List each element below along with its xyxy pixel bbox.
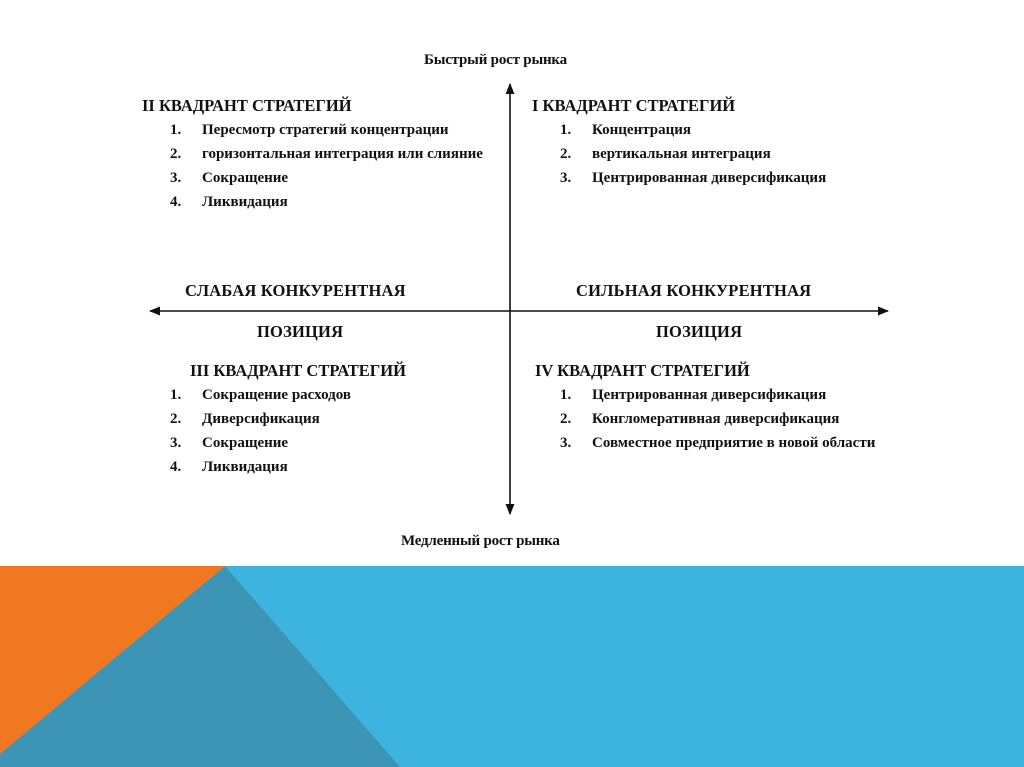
- axis-label-slow-growth: Медленный рост рынка: [401, 533, 560, 549]
- list-item: 2. Диверсификация: [170, 411, 320, 427]
- axis-label-strong-line1: СИЛЬНАЯ КОНКУРЕНТНАЯ: [576, 281, 812, 300]
- list-item: 3. Центрированная диверсификация: [560, 170, 827, 186]
- axis-label-weak-line2: ПОЗИЦИЯ: [257, 322, 344, 341]
- list-item: 4. Ликвидация: [170, 194, 288, 210]
- quadrant-4-title: IV КВАДРАНТ СТРАТЕГИЙ: [535, 361, 750, 380]
- list-item: 2. горизонтальная интеграция или слияние: [170, 146, 483, 162]
- list-item: 3. Сокращение: [170, 170, 289, 186]
- axis-label-weak-line1: СЛАБАЯ КОНКУРЕНТНАЯ: [185, 281, 406, 300]
- decorative-bottom-band: [0, 566, 1024, 767]
- list-item: 3. Совместное предприятие в новой области: [560, 435, 876, 451]
- quadrant-3-list: [170, 385, 500, 477]
- list-item: 1. Пересмотр стратегий концентрации: [170, 122, 449, 138]
- quadrant-1-list: [560, 120, 892, 188]
- quadrant-4-list: [560, 385, 893, 453]
- axis-label-strong-line2: ПОЗИЦИЯ: [656, 322, 743, 341]
- axis-label-fast-growth: Быстрый рост рынка: [424, 52, 567, 68]
- quadrant-1-title: I КВАДРАНТ СТРАТЕГИЙ: [532, 96, 736, 115]
- quadrant-3-title: III КВАДРАНТ СТРАТЕГИЙ: [190, 361, 406, 380]
- quadrant-4: [535, 361, 893, 457]
- list-item: 2. Конгломеративная диверсификация: [560, 411, 840, 427]
- quadrant-2-list: [170, 120, 500, 212]
- list-item: 1. Концентрация: [560, 122, 692, 138]
- list-item: 2. вертикальная интеграция: [560, 146, 771, 162]
- list-item: 1. Сокращение расходов: [170, 387, 351, 403]
- list-item: 1. Центрированная диверсификация: [560, 387, 827, 403]
- quadrant-2: [142, 96, 500, 216]
- quadrant-2-title: II КВАДРАНТ СТРАТЕГИЙ: [142, 96, 352, 115]
- quadrant-3: [170, 361, 500, 481]
- list-item: 4. Ликвидация: [170, 459, 288, 475]
- quadrant-1: [532, 96, 892, 192]
- list-item: 3. Сокращение: [170, 435, 289, 451]
